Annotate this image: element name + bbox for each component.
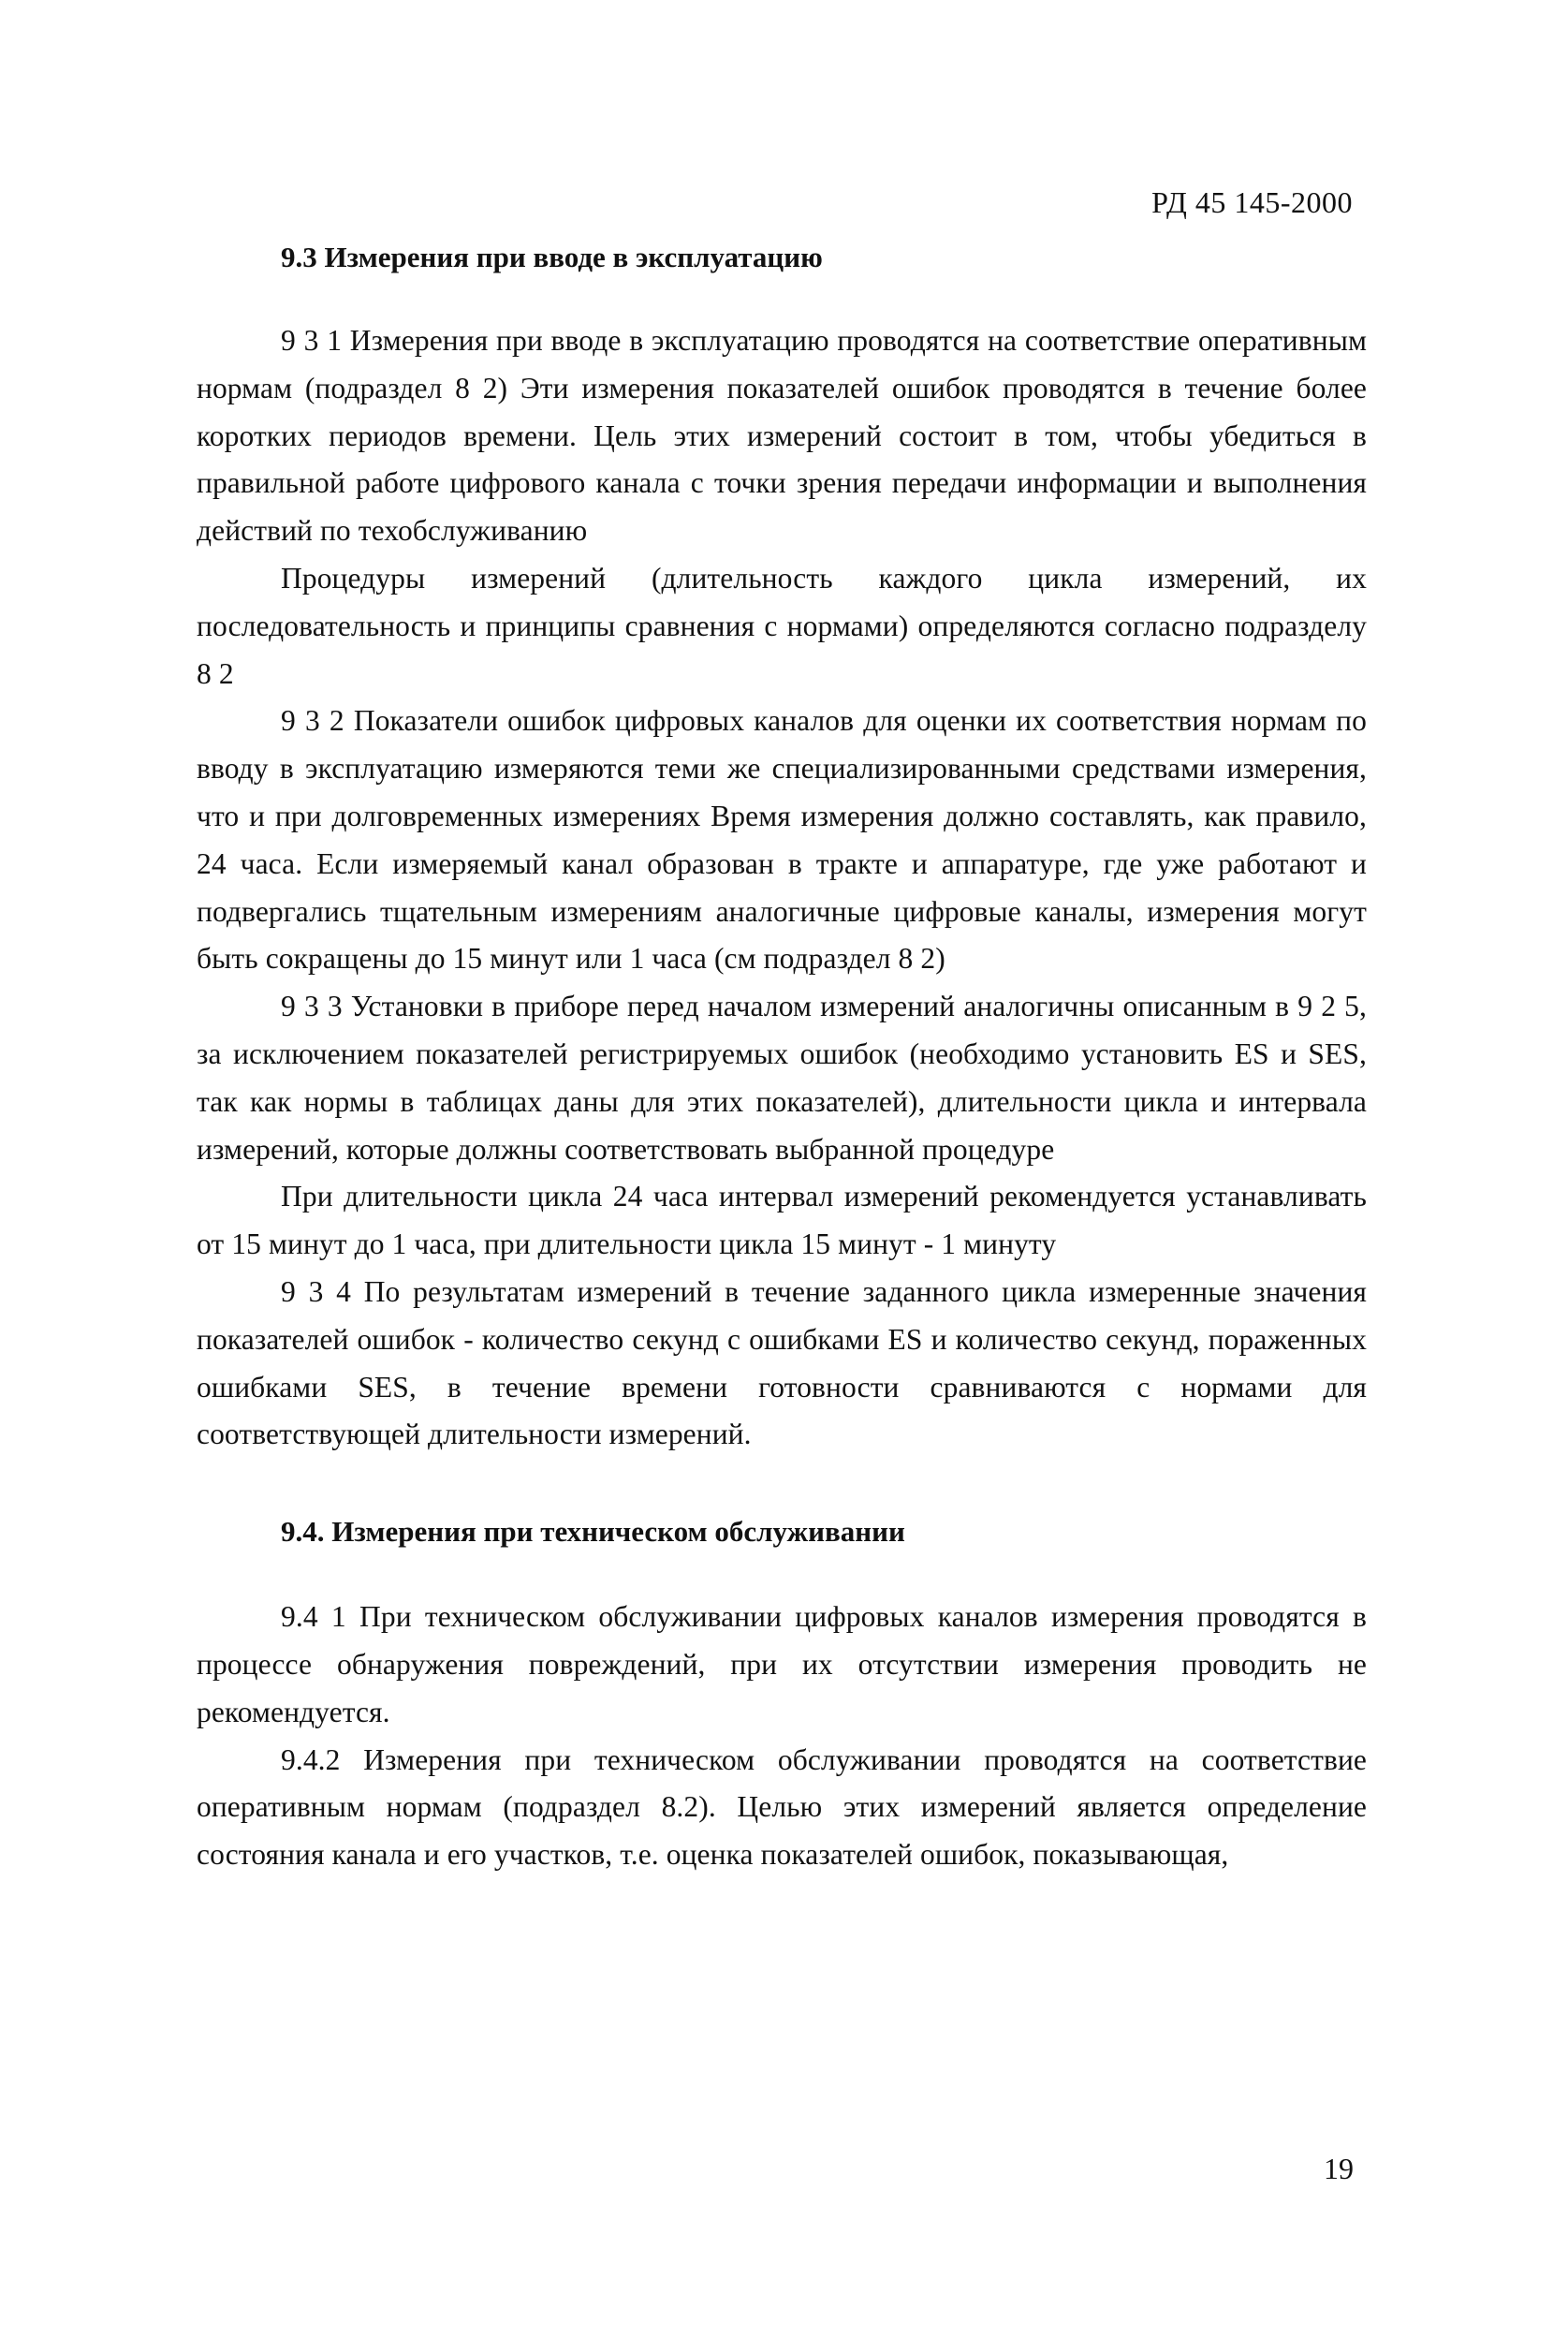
paragraph-cycle-interval: При длительности цикла 24 часа интервал измерений рекомендуется устанавливать от 15 минут до 1 часа, при длительности цикла 15 минут - 1 минуту (197, 1180, 1367, 1261)
paragraph-9-4-2: 9.4.2 Измерения при техническом обслуживании проводятся на соответствие оперативным нормам (подраздел 8.2). Целью этих измерений является определение состояния канала и его участков, т.е. оценка показателей ошибок, показывающая, (197, 1742, 1367, 1872)
section-heading-9-4: 9.4. Измерения при техническом обслуживании (281, 1515, 905, 1549)
section-heading-9-3: 9.3 Измерения при вводе в эксплуатацию (281, 241, 823, 273)
paragraph-9-4-1: 9.4 1 При техническом обслуживании цифровых каналов измерения проводятся в процессе обнаружения повреждений, при их отсутствии измерения проводить не рекомендуется. (197, 1600, 1367, 1728)
paragraph-9-3-4: 9 3 4 По результатам измерений в течение заданного цикла измеренные значения показателей ошибок - количество секунд с ошибками ES и количество секунд, пораженных ошибками SES, в течение времени готовности сравниваются с нормами для соответствующей длительности измерений. (197, 1274, 1367, 1451)
paragraph-9-3-3: 9 3 3 Установки в приборе перед началом измерений аналогичны описанным в 9 2 5, за исключением показателей регистрируемых ошибок (необходимо установить ES и SES, так как нормы в таблицах даны для этих показателей), длительности цикла и интервала измерений, которые должны соответствовать выбранной процедуре (197, 990, 1367, 1166)
page-number: 19 (1324, 2152, 1354, 2185)
paragraph-9-3-1: 9 3 1 Измерения при вводе в эксплуатацию проводятся на соответствие оперативным нормам (подраздел 8 2) Эти измерения показателей ошибок проводятся в течение более коротких периодов времени. Цель этих измерений состоит в том, чтобы убедиться в правильной работе цифрового канала с точки зрения передачи информации и выполнения действий по техобслуживанию (197, 324, 1367, 548)
paragraph-9-3-2: 9 3 2 Показатели ошибок цифровых каналов для оценки их соответствия нормам по вводу в эксплуатацию измеряются теми же специализированными средствами измерения, что и при долговременных измерениях Время измерения должно составлять, как правило, 24 часа. Если измеряемый канал образован в тракте и аппаратуре, где уже работают и подвергались тщательным измерениям аналогичные цифровые каналы, измерения могут быть сокращены до 15 минут или 1 часа (см подраздел 8 2) (197, 704, 1367, 976)
paragraph-procedures: Процедуры измерений (длительность каждого цикла измерений, их последовательность и принципы сравнения с нормами) определяются согласно подразделу 8 2 (197, 561, 1367, 690)
document-code: РД 45 145-2000 (1151, 185, 1353, 219)
page-body (197, 229, 1367, 1879)
